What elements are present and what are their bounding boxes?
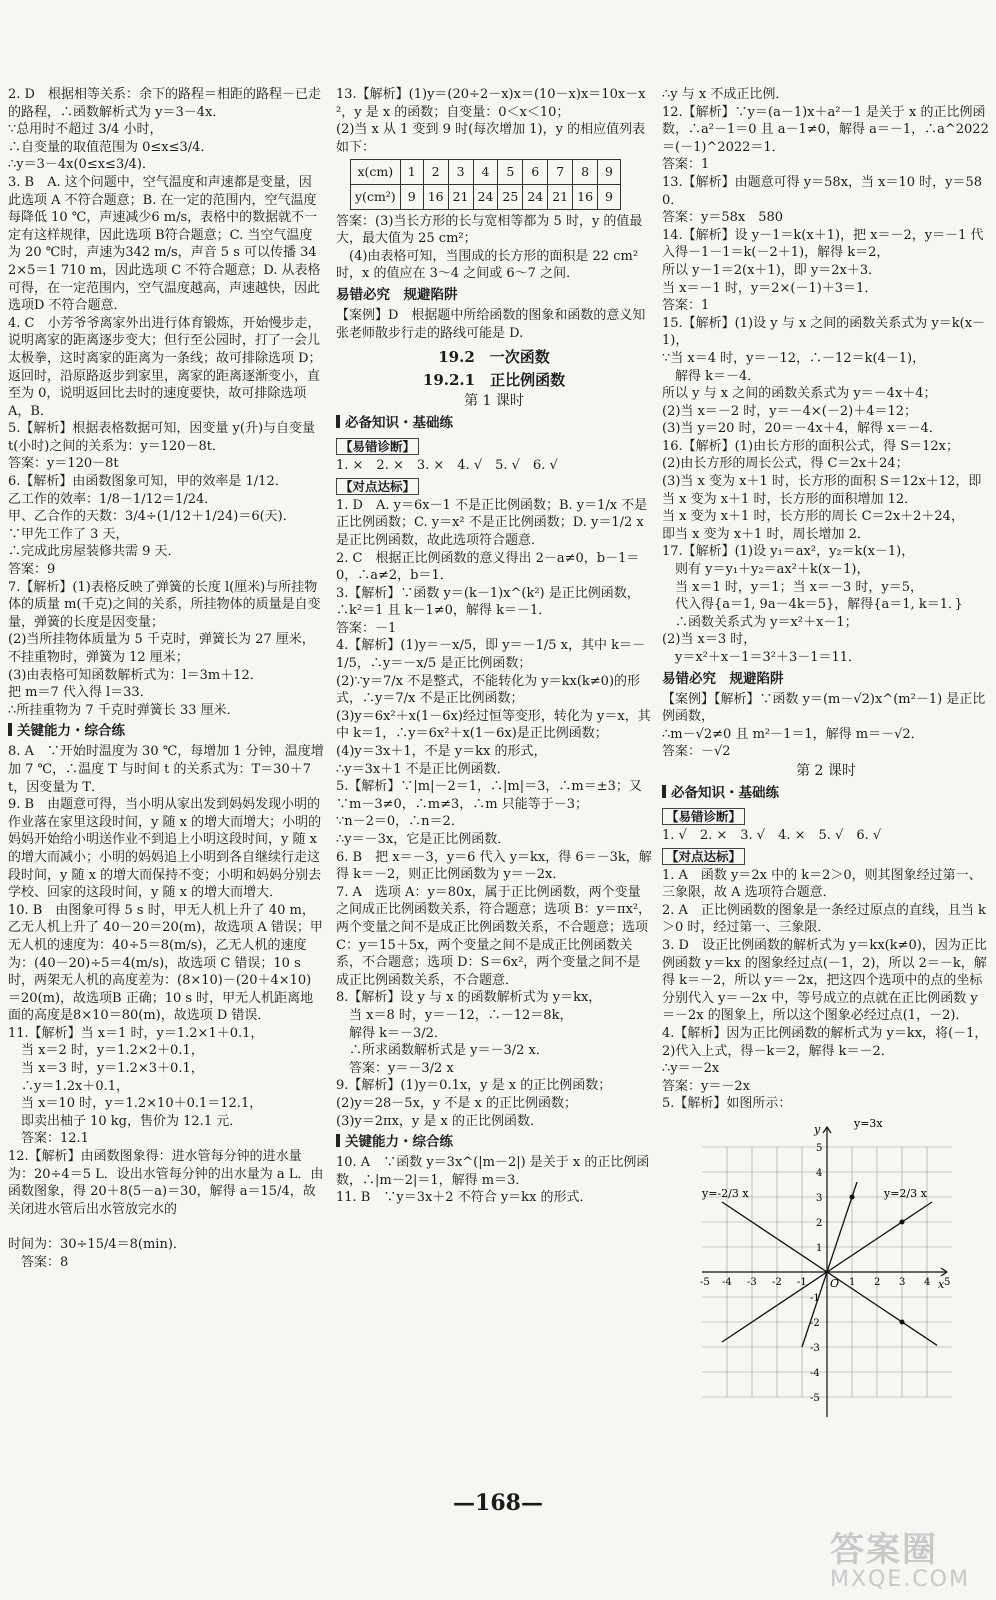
origin-label: O xyxy=(830,1276,840,1290)
answer-12: 12.【解析】由函数图象得：进水管每分钟的进水量为：20÷4＝5 L．设出水管每分钟的出水量为 a L．由函数图象，得 20＋8(5－a)＝30，解得 a＝15/4，故关闭进水管后出水管放完水的 时间为：30÷15/4＝8(min)． 答案：8 xyxy=(8,1149,324,1270)
x-tick-label: 1 xyxy=(849,1276,856,1288)
y-tick-label: 3 xyxy=(816,1192,823,1204)
section-heading-key-ability: 关键能力・综合练 xyxy=(336,1132,652,1152)
table-cell: 25 xyxy=(498,184,523,209)
true-false-answers: 1. × 2. × 3. × 4. √ 5. √ 6. √ xyxy=(336,458,558,474)
x-axis-label: x xyxy=(938,1277,945,1291)
x-tick-label: -2 xyxy=(772,1276,782,1288)
axes xyxy=(702,1127,947,1417)
true-false-answers: 1. √ 2. × 3. √ 4. × 5. √ 6. √ xyxy=(662,827,882,843)
table-cell: 3 xyxy=(448,160,473,185)
label-y-neg-2-3x: y=-2/3 x xyxy=(702,1186,749,1200)
answer-9: 9.【解析】(1)y＝0.1x，y 是 x 的正比例函数； (2)y＝28－5x，y 不是 x 的正比例函数； (3)y＝2πx，y 是 x 的正比例函数． xyxy=(336,1078,612,1129)
table-cell: 1 xyxy=(400,160,423,185)
answer-9: 9. B 由题意可得，当小明从家出发到妈妈发现小明的作业落在家里这段时间，y 随 x 的增大而增大；小明的妈妈开始给小明送作业不到追上小明这段时间，y 随 x 的增大而减小；小明的妈妈追上小明到各自继续行走这段时间，y 随 x 的增大而保持不变；小明和妈妈分别去学校、回家的这段时间，y 随 x 的增大而增大． xyxy=(8,797,322,901)
table-row xyxy=(351,160,621,185)
answer-17: 17.【解析】(1)设 y₁＝ax²，y₂＝k(x－1)， 则有 y＝y₁＋y₂＝ax²＋k(x－1)， 当 x＝1 时，y＝1；当 x＝－3 时，y＝5， 代入得{a＝1, 9a－4k＝5}，解得{a＝1, k＝1．} ∴函数关系式为 y＝x²＋x－1； (2)当 x＝3 时， y＝x²＋x－1＝3²＋3－1＝11． xyxy=(662,544,963,665)
answer-5: 5.【解析】如图所示： xyxy=(662,1096,792,1112)
answer-4: 4.【解析】因为正比例函数的解析式为 y＝kx，将(－1，2)代入上式，得－k＝2，解得 k＝－2． ∴y＝－2x 答案：y＝－2x xyxy=(662,1025,988,1094)
tag-error-diagnosis: 【易错诊断】 xyxy=(662,808,745,825)
answer-11: 11.【解析】当 x＝1 时，y＝1.2×1＋0.1， 当 x＝2 时，y＝1.2×2＋0.1， 当 x＝3 时，y＝1.2×3＋0.1， ∴y＝1.2x＋0.1， 当 x＝10 时，y＝1.2×10＋0.1＝12.1， 即卖出柚子 10 kg，售价为 12.1 元． 答案：12.1 xyxy=(8,1025,264,1147)
table-cell: 16 xyxy=(423,184,448,209)
table-cell: 4 xyxy=(473,160,498,185)
answer-5: 5.【解析】∵|m|－2＝1，∴|m|＝3，∴m＝±3；又∵m－3≠0，∴m≠3，∴m 只能等于－3； ∵n－2＝0，∴n＝2． ∴y＝－3x，它是正比例函数． xyxy=(336,779,642,847)
answer-8: 8.【解析】设 y 与 x 的函数解析式为 y＝kx， 当 x＝8 时，y＝－12，∴－12＝8k， 解得 k＝－3/2． ∴所求函数解析式是 y＝－3/2 x． 答案：y＝－3/2 x xyxy=(336,990,602,1076)
answer-2: 2. C 根据正比例函数的意义得出 2－a≠0，b－1＝0，∴a≠2，b＝1． xyxy=(336,550,640,584)
y-tick-label: 4 xyxy=(816,1167,823,1179)
error-trap-heading: 易错必究 规避陷阱 xyxy=(662,670,784,687)
error-trap-heading: 易错必究 规避陷阱 xyxy=(336,286,458,303)
answer-6: 6.【解析】由函数图象可知，甲的效率是 1/12． 乙工作的效率：1/8－1/12＝1/24． 甲、乙合作的天数：3/4÷(1/12＋1/24)＝6(天)． ∵甲先工作了 3 天， ∴完成此房屋装修共需 9 天． 答案：9 xyxy=(8,474,296,578)
answer-7: 7.【解析】(1)表格反映了弹簧的长度 l(厘米)与所挂物体的质量 m(千克)之间的关系，所挂物体的质量是自变量，弹簧的长度是因变量； (2)当所挂物体质量为 5 千克时，弹簧长为 27 厘米，不挂重物时，弹簧为 12 厘米； (3)由表格可知函数解析式为：l＝3m＋12． 把 m＝7 代入得 l＝33． ∴所挂重物为 7 千克时弹簧长 33 厘米． xyxy=(8,579,321,718)
answer-1: 1. A 函数 y＝2x 中的 k＝2＞0，则其图象经过第一、三象限，故 A 选项符合题意． xyxy=(662,867,982,901)
watermark-text: 答案圈 xyxy=(830,1530,938,1570)
answer-6: 6. B 把 x＝－3，y＝6 代入 y＝kx，得 6＝－3k，解得 k＝－2，则正比例函数为 y＝－2x． xyxy=(336,849,652,883)
watermark-logo xyxy=(830,1522,970,1592)
y-tick-label: -1 xyxy=(810,1292,820,1304)
answer-13: 13.【解析】(1)y＝(20÷2－x)x＝(10－x)x＝10x－x²，y 是 x 的函数；自变量：0＜x＜10； (2)当 x 从 1 变到 9 时(每次增加 1)，y 的相应值列表如下： xyxy=(336,87,646,155)
table-cell: x(cm) xyxy=(351,160,401,185)
answer-2: 2. D 根据相等关系：余下的路程＝相距的路程－已走的路程，∴函数解析式为 y＝3－4x． ∵总用时不超过 3/4 小时， ∴自变量的取值范围为 0≤x≤3/4． ∴y＝3－4x(0≤x≤3/4)． xyxy=(8,87,321,173)
answer-11-cont: ∴y 与 x 不成正比例． xyxy=(662,87,789,102)
section-heading-basic: 必备知识・基础练 xyxy=(336,413,652,433)
lesson-title: 第 2 课时 xyxy=(796,762,856,779)
line-y-neg-2-3x xyxy=(722,1202,937,1345)
section-heading-key-ability: 关键能力・综合练 xyxy=(8,721,324,741)
lesson-title: 第 1 课时 xyxy=(464,393,524,410)
y-tick-label: 1 xyxy=(816,1242,823,1254)
y-tick-label: -5 xyxy=(810,1392,820,1404)
table-cell: 6 xyxy=(523,160,548,185)
section-title: 19.2.1 正比例函数 xyxy=(422,371,566,390)
x-tick-label: -4 xyxy=(722,1276,732,1288)
x-tick-label: -1 xyxy=(797,1276,807,1288)
y-tick-labels xyxy=(810,1143,822,1404)
x-tick-label: 5 xyxy=(944,1276,951,1288)
case-answer: 【案例】【解析】∵函数 y＝(m－√2)x^(m²－1) 是正比例函数， ∴m－√2≠0 且 m²－1＝1，解得 m＝－√2． 答案：－√2 xyxy=(662,691,986,760)
value-table xyxy=(350,159,621,209)
table-cell: y(cm²) xyxy=(351,184,401,209)
table-cell: 5 xyxy=(498,160,523,185)
answer-16: 16.【解析】(1)由长方形的面积公式，得 S＝12x； (2)由长方形的周长公式，得 C＝2x＋24； (3)当 x 变为 x＋1 时，长方形的面积 S＝12x＋12，即当 x 变为 x＋1 时，长方形的面积增加 12． 当 x 变为 x＋1 时，长方形的周长 C＝2x＋2＋24， 即当 x 变为 x＋1 时，周长增加 2． xyxy=(662,438,982,542)
table-cell: 24 xyxy=(473,184,498,209)
table-cell: 9 xyxy=(598,160,621,185)
answer-4: 4. C 小芳爷爷离家外出进行体育锻炼，开始慢步走，说明离家的距离逐步变大；但行至公园时，打了一会儿太极拳，这时离家的距离为一条线；故可排除选项 D；返回时，沿原路返步到家里，离家的距离逐渐变小，直至为 0，说明返回比去时的速度要快，故可排除选项 A，B． xyxy=(8,315,322,419)
answer-15: 15.【解析】(1)设 y 与 x 之间的函数关系式为 y＝k(x－1)， ∵当 x＝4 时，y＝－12，∴－12＝k(4－1)， 解得 k＝－4． 所以 y 与 x 之间的函数关系式为 y＝－4x＋4； (2)当 x＝－2 时，y＝－4×(－2)＋4＝12； (3)当 y＝20 时，20＝－4x＋4，解得 x＝－4． xyxy=(662,315,986,437)
answer-10: 10. B 由图象可得 5 s 时，甲无人机上升了 40 m，乙无人机上升了 40－20＝20(m)，故选项 A 错误；甲无人机的速度为：40÷5＝8(m/s)，乙无人机的速度为：(40－20)÷5＝4(m/s)，故选项 C 错误；10 s 时，两架无人机的高度差为：(8×10)－(20＋4×10)＝20(m)，故选项B 正确；10 s 时，甲无人机距离地面的高度是8×10＝80(m)，故选项 D 错误． xyxy=(8,902,323,1024)
section-heading-basic: 必备知识・基础练 xyxy=(662,783,990,803)
table-cell: 2 xyxy=(423,160,448,185)
table-cell: 24 xyxy=(523,184,548,209)
tag-error-diagnosis: 【易错诊断】 xyxy=(336,438,419,455)
table-cell: 9 xyxy=(598,184,621,209)
y-axis-label: y xyxy=(814,1122,821,1136)
column-right xyxy=(662,86,990,1422)
y-tick-label: -2 xyxy=(810,1317,820,1329)
answer-1: 1. D A. y＝6x－1 不是正比例函数；B. y＝1/x 不是正比例函数；C. y＝x² 不是正比例函数；D. y＝1/2 x 是正比例函数，故此选项符合题意． xyxy=(336,497,648,548)
watermark-url: MXQE.COM xyxy=(830,1567,970,1592)
chapter-title: 19.2 一次函数 xyxy=(438,348,550,367)
answer-3: 3. D 设正比例函数的解析式为 y＝kx(k≠0)，因为正比例函数 y＝kx 的图象经过点(－1，2)，所以 2＝－k，解得 k＝－2，所以 y＝－2x，把这四个选项中的点的坐标分别代入 y＝－2x 中，等号成立的点就在正比例函数 y＝－2x 的图象上，所以这个图象必经过点(1，－2)． xyxy=(662,937,987,1024)
answer-3: 3. B A. 这个问题中，空气温度和声速都是变量，因此选项 A 不符合题意；B. 在一定的范围内，空气温度每降低 10 ℃，声速减少6 m/s，表格中的数据就不一定有这样规律，因此选项 B符合题意；C. 当空气温度为 20 ℃时，声速为342 m/s，声音 5 s 可以传播 342×5＝1 710 m，因此选项 C 不符合题意；D. 从表格可得，在一定范围内，空气温度越高，声速越快，因此选项D 不符合题意． xyxy=(8,174,321,314)
answer-8: 8. A ∵开始时温度为 30 ℃，每增加 1 分钟，温度增加 7 ℃，∴温度 T 与时间 t 的关系式为：T＝30＋7t，因变量为 T． xyxy=(8,744,324,795)
x-tick-label: -5 xyxy=(700,1276,710,1288)
case-answer: 【案例】D 根据题中所给函数的图象和函数的意义知张老师散步行走的路线可能是 D. xyxy=(336,307,646,341)
label-y-pos-2-3x: y=2/3 x xyxy=(884,1186,927,1200)
page-number: —168— xyxy=(453,1490,543,1516)
answer-5: 5.【解析】根据表格数据可知，因变量 y(升)与自变量 t(小时)之间的关系为：y＝120－8t． 答案：y＝120－8t xyxy=(8,421,316,472)
column-left xyxy=(8,86,324,1271)
table-cell: 7 xyxy=(548,160,573,185)
answer-3: 3.【解析】∵函数 y＝(k－1)x^(k²) 是正比例函数，∴k²＝1 且 k－1≠0，解得 k＝－1． 答案：－1 xyxy=(336,585,640,636)
answer-2: 2. A 正比例函数的图象是一条经过原点的直线，且当 k＞0 时，经过第一、三象限． xyxy=(662,902,986,936)
table-cell: 21 xyxy=(548,184,573,209)
column-middle xyxy=(336,86,652,1207)
label-y-3x: y=3x xyxy=(854,1116,883,1130)
x-tick-label: 3 xyxy=(899,1276,906,1288)
x-tick-label: -3 xyxy=(747,1276,757,1288)
x-tick-label: 4 xyxy=(924,1276,931,1288)
answer-12: 12.【解析】∵y＝(a－1)x＋a²－1 是关于 x 的正比例函数，∴a²－1＝0 且 a－1≠0，解得 a＝－1，∴a^2022＝(－1)^2022＝1． 答案：1 xyxy=(662,104,989,173)
answer-14: 14.【解析】设 y－1＝k(x＋1)，把 x＝－2，y＝－1 代入得－1－1＝k(－2＋1)，解得 k＝2， 所以 y－1＝2(x＋1)，即 y＝2x＋3． 当 x＝－1 时，y＝2×(－1)＋3＝1． 答案：1 xyxy=(662,227,984,314)
y-tick-label: -4 xyxy=(810,1367,820,1379)
tag-targeted-practice: 【对点达标】 xyxy=(662,848,745,865)
answer-4: 4.【解析】(1)y＝－x/5，即 y＝－1/5 x，其中 k＝－1/5，∴y＝－x/5 是正比例函数； (2)∵y＝7/x 不是整式，不能转化为 y＝kx(k≠0)的形式，∴y＝7/x 不是正比例函数； (3)y＝6x²＋x(1－6x)经过恒等变形，转化为 y＝x，其中 k＝1，∴y＝6x²＋x(1－6x)是正比例函数； (4)y＝3x＋1，不是 y＝kx 的形式， ∴y＝3x＋1 不是正比例函数． xyxy=(336,638,651,777)
x-tick-label: 2 xyxy=(874,1276,881,1288)
y-tick-label: 5 xyxy=(816,1142,823,1154)
table-cell: 21 xyxy=(448,184,473,209)
table-cell: 9 xyxy=(400,184,423,209)
y-tick-label: 2 xyxy=(816,1217,823,1229)
table-cell: 16 xyxy=(573,184,598,209)
y-tick-label: -3 xyxy=(810,1342,820,1354)
coordinate-graph xyxy=(702,1117,952,1417)
answer-13: 13.【解析】由题意可得 y＝58x，当 x＝10 时，y＝580． 答案：y＝58x 580 xyxy=(662,174,983,226)
answer-13-cont: 答案：(3)当长方形的长与宽相等都为 5 时，y 的值最大，最大值为 25 cm²； (4)由表格可知，当围成的长方形的面积是 22 cm² 时，x 的值应在 3～4 之间或 6～7 之间． xyxy=(336,213,643,282)
answer-10-11: 10. A ∵函数 y＝3x^(|m－2|) 是关于 x 的正比例函数，∴|m－2|＝1，解得 m＝3． 11. B ∵y＝3x＋2 不符合 y＝kx 的形式． xyxy=(336,1155,650,1206)
tag-targeted-practice: 【对点达标】 xyxy=(336,478,419,495)
answer-7: 7. A 选项 A：y＝80x，属于正比例函数，两个变量之间成正比例函数关系，符合题意；选项 B：y＝πx²，两个变量之间不是成正比例函数关系，不合题意；选项 C：y＝15＋5x，两个变量之间不是成正比例函数关系，不合题意；选项 D：S＝6x²，两个变量之间不是成正比例函数关系，不合题意． xyxy=(336,884,653,988)
table-row xyxy=(351,184,621,209)
table-cell: 8 xyxy=(573,160,598,185)
